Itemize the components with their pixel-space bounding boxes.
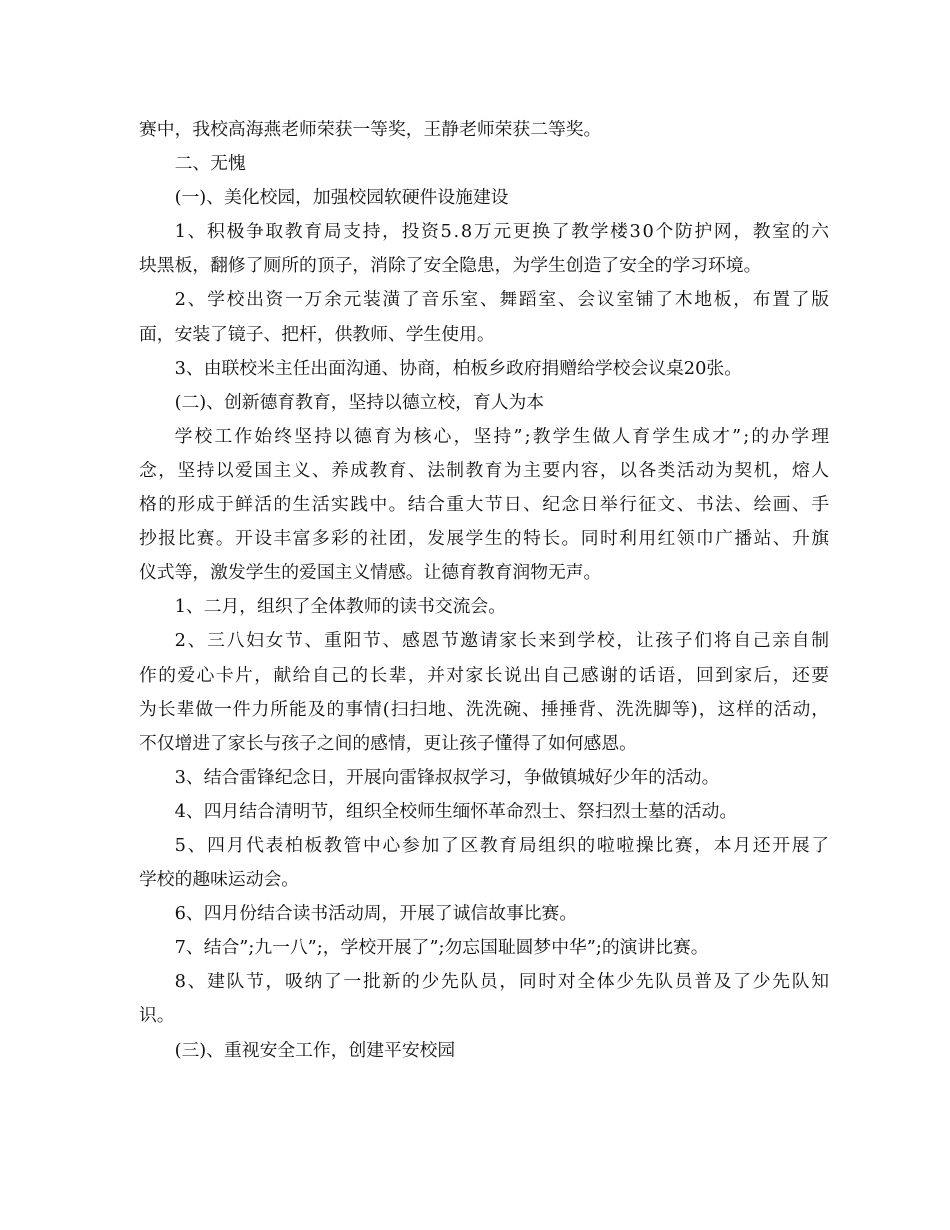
text-line: 作的爱心卡片，献给自己的长辈，并对家长说出自己感谢的话语，回到家后，还要	[139, 664, 831, 686]
text-line: 7、结合”;九一八”;，学校开展了”;勿忘国耻圆梦中华”;的演讲比赛。	[174, 937, 709, 959]
text-line: (三)、重视安全工作，创建平安校园	[174, 1039, 456, 1061]
text-line: 2、三八妇女节、重阳节、感恩节邀请家长来到学校，让孩子们将自己亲自制	[174, 630, 831, 652]
text-line: 念，坚持以爱国主义、养成教育、法制教育为主要内容，以各类活动为契机，熔人	[139, 459, 831, 481]
text-line: (二)、创新德育教育，坚持以德立校，育人为本	[174, 391, 545, 413]
text-line: 学校的趣味运动会。	[139, 869, 300, 891]
text-line: 4、四月结合清明节，组织全校师生缅怀革命烈士、祭扫烈士墓的活动。	[174, 800, 738, 822]
text-line: 二、无愧	[174, 153, 246, 175]
text-line: 6、四月份结合读书活动周，开展了诚信故事比赛。	[174, 903, 578, 925]
text-line: (一)、美化校园，加强校园软硬件设施建设	[174, 187, 509, 209]
text-line: 3、由联校米主任出面沟通、协商，柏板乡政府捐赠给学校会议桌20张。	[174, 357, 742, 379]
text-line: 5、四月代表柏板教管中心参加了区教育局组织的啦啦操比赛，本月还开展了	[174, 834, 831, 856]
text-line: 为长辈做一件力所能及的事情(扫扫地、洗洗碗、捶捶背、洗洗脚等)，这样的活动，	[139, 698, 830, 720]
text-line: 8、建队节，吸纳了一批新的少先队员，同时对全体少先队员普及了少先队知	[174, 971, 831, 993]
text-line: 1、积极争取教育局支持，投资5.8万元更换了教学楼30个防护网，教室的六	[174, 221, 831, 243]
text-line: 格的形成于鲜活的生活实践中。结合重大节日、纪念日举行征文、书法、绘画、手	[139, 494, 831, 516]
text-line: 抄报比赛。开设丰富多彩的社团，发展学生的特长。同时利用红领巾广播站、升旗	[139, 528, 831, 550]
text-line: 面，安装了镜子、把杆，供教师、学生使用。	[139, 323, 495, 345]
text-line: 仪式等，激发学生的爱国主义情感。让德育教育润物无声。	[139, 562, 602, 584]
text-line: 3、结合雷锋纪念日，开展向雷锋叔叔学习，争做镇城好少年的活动。	[174, 766, 720, 788]
text-line: 1、二月，组织了全体教师的读书交流会。	[174, 596, 506, 618]
text-line: 学校工作始终坚持以德育为核心，坚持”;教学生做人育学生成才”;的办学理	[174, 425, 832, 447]
text-line: 块黑板，翻修了厕所的顶子，消除了安全隐患，为学生创造了安全的学习环境。	[139, 255, 762, 277]
text-line: 不仅增进了家长与孩子之间的感情，更让孩子懂得了如何感恩。	[139, 732, 637, 754]
text-line: 赛中，我校高海燕老师荣获一等奖，王静老师荣获二等奖。	[139, 119, 602, 140]
document-body	[139, 113, 832, 1068]
text-line: 2、学校出资一万余元装潢了音乐室、舞蹈室、会议室铺了木地板，布置了版	[174, 289, 831, 311]
text-line: 识。	[139, 1005, 175, 1027]
